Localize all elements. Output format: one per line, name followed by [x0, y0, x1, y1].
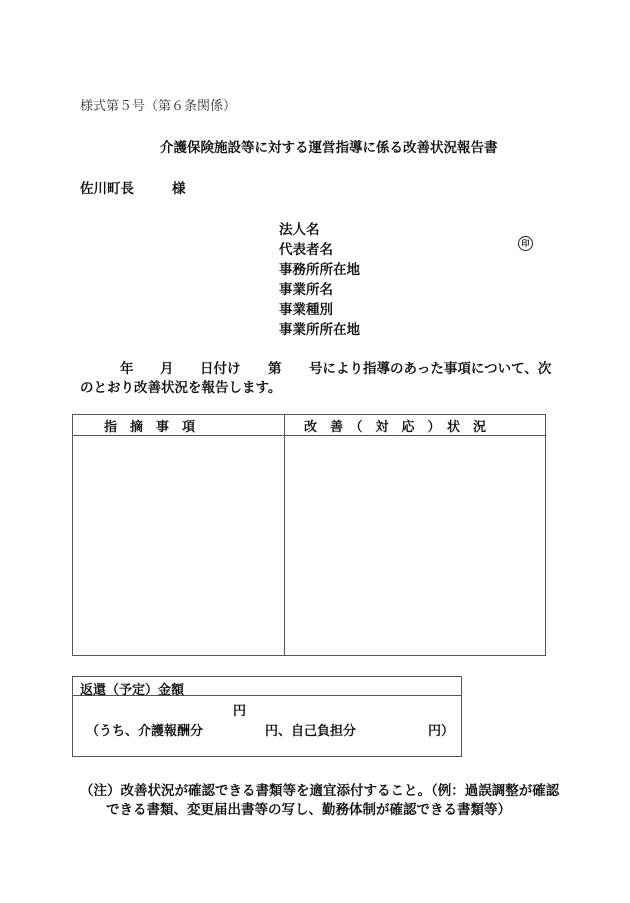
refund-label: 返還（予定）金額 [80, 683, 185, 698]
refund-breakdown-self-pay: 円、自己負担分 [265, 724, 357, 739]
col-header-issues: 指 摘 事 項 [73, 415, 285, 436]
form-number: 様式第５号（第６条関係） [80, 99, 237, 114]
corporation-name-label: 法人名 [279, 222, 320, 238]
date-year-label: 年 [120, 361, 134, 377]
body-line1: 号により指導のあった事項について、次 [309, 361, 552, 377]
refund-breakdown-care-fee: （うち、介護報酬分 [86, 724, 204, 739]
refund-header [73, 677, 461, 696]
note-line2: できる書類、変更届出書等の写し、勤務体制が確認できる書類等） [106, 802, 511, 818]
improvement-cell[interactable] [285, 436, 546, 656]
date-dated-label: 日付け [200, 361, 241, 377]
col-header-improvement: 改 善 （ 対 応 ） 状 況 [285, 415, 546, 436]
business-address-label: 事業所所在地 [279, 322, 360, 338]
improvement-report-table [72, 414, 546, 656]
business-type-label: 事業種別 [279, 302, 333, 318]
office-address-label: 事務所所在地 [279, 262, 360, 278]
body-line2: のとおり改善状況を報告します。 [80, 380, 282, 396]
refund-breakdown-close: 円） [428, 724, 455, 739]
refund-box [72, 676, 462, 757]
document-title: 介護保険施設等に対する運営指導に係る改善状況報告書 [160, 140, 498, 156]
refund-yen-unit: 円 [233, 704, 247, 719]
addressee-honorific: 様 [172, 181, 186, 197]
addressee-name: 佐川町長 [80, 181, 134, 197]
representative-name-label: 代表者名 [279, 242, 333, 258]
seal-icon: 印 [518, 236, 533, 251]
issues-cell[interactable] [73, 436, 285, 656]
note-line1: （注）改善状況が確認できる書類等を適宜添付すること。（例：過誤調整が確認 [80, 783, 560, 799]
business-name-label: 事業所名 [279, 282, 333, 298]
date-month-label: 月 [160, 361, 174, 377]
number-prefix-label: 第 [268, 361, 282, 377]
